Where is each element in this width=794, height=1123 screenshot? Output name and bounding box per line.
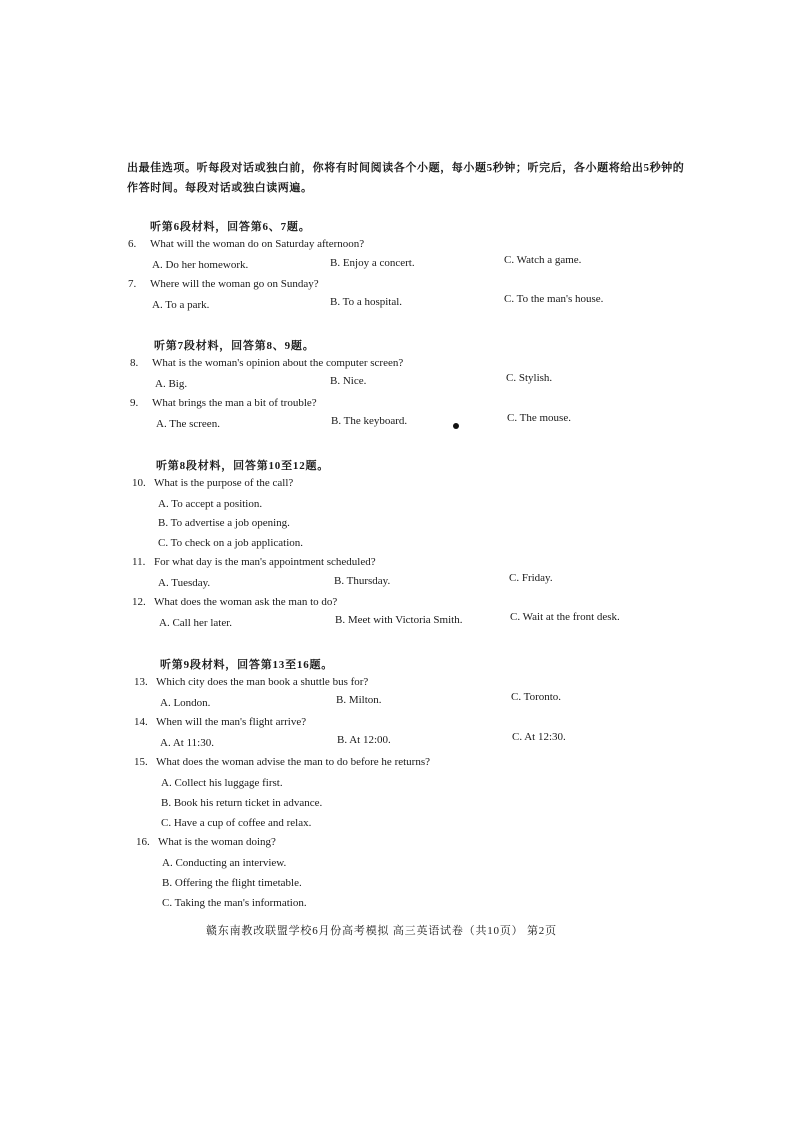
q8-option-a[interactable]: A. Big.: [155, 378, 188, 390]
q11-option-c[interactable]: C. Friday.: [509, 572, 553, 584]
q12-option-a[interactable]: A. Call her later.: [159, 617, 233, 629]
q10-option-c[interactable]: C. To check on a job application.: [158, 537, 304, 549]
q9-option-b[interactable]: B. The keyboard.: [331, 415, 408, 427]
q6-option-a[interactable]: A. Do her homework.: [152, 259, 249, 271]
section-instructions: 出最佳选项。听每段对话或独白前，你将有时间阅读各个小题，每小题5秒钟；听完后，各小题将给出5秒钟的作答时间。每段对话或独白读两遍。: [127, 162, 685, 194]
question-8: [130, 357, 403, 369]
q12-option-b[interactable]: B. Meet with Victoria Smith.: [335, 614, 463, 626]
section-heading-6: 听第6段材料，回答第6、7题。: [150, 221, 311, 233]
page-footer: 赣东南教改联盟学校6月份高考模拟 高三英语试卷（共10页） 第2页: [206, 925, 557, 937]
question-9: [130, 397, 317, 409]
q10-option-a[interactable]: A. To accept a position.: [158, 498, 263, 510]
question-number: 15.: [134, 756, 148, 768]
q14-option-b[interactable]: B. At 12:00.: [337, 734, 391, 746]
section-heading-9: 听第9段材料，回答第13至16题。: [160, 659, 334, 671]
question-text: What is the woman doing?: [158, 836, 276, 848]
q14-option-c[interactable]: C. At 12:30.: [512, 731, 566, 743]
question-number: 16.: [136, 836, 150, 848]
q8-option-c[interactable]: C. Stylish.: [506, 372, 553, 384]
question-number: 14.: [134, 716, 148, 728]
q15-option-a[interactable]: A. Collect his luggage first.: [161, 777, 283, 789]
q6-option-c[interactable]: C. Watch a game.: [504, 254, 582, 266]
q15-option-b[interactable]: B. Book his return ticket in advance.: [161, 797, 323, 809]
question-number: 8.: [130, 357, 139, 369]
q11-option-b[interactable]: B. Thursday.: [334, 575, 391, 587]
question-16: [136, 836, 276, 848]
q13-option-c[interactable]: C. Toronto.: [511, 691, 562, 703]
ink-mark: [453, 423, 459, 429]
question-10: [132, 477, 293, 489]
question-13: [134, 676, 368, 688]
question-text: When will the man's flight arrive?: [156, 716, 307, 728]
question-number: 9.: [130, 397, 139, 409]
q15-option-c[interactable]: C. Have a cup of coffee and relax.: [161, 817, 312, 829]
question-text: Which city does the man book a shuttle bus for?: [156, 676, 369, 688]
section-heading-8: 听第8段材料，回答第10至12题。: [156, 460, 330, 472]
question-6: [128, 238, 364, 250]
question-text: What does the woman advise the man to do before he returns?: [156, 756, 430, 768]
q8-option-b[interactable]: B. Nice.: [330, 375, 367, 387]
question-text: What brings the man a bit of trouble?: [152, 397, 317, 409]
question-number: 12.: [132, 596, 146, 608]
question-text: What is the purpose of the call?: [154, 477, 294, 489]
question-text: For what day is the man's appointment scheduled?: [154, 556, 376, 568]
q10-option-b[interactable]: B. To advertise a job opening.: [158, 517, 290, 529]
q9-option-c[interactable]: C. The mouse.: [507, 412, 571, 424]
q7-option-b[interactable]: B. To a hospital.: [330, 296, 403, 308]
q16-option-a[interactable]: A. Conducting an interview.: [162, 857, 287, 869]
question-text: What is the woman's opinion about the computer screen?: [152, 357, 404, 369]
question-text: What does the woman ask the man to do?: [154, 596, 338, 608]
q13-option-b[interactable]: B. Milton.: [336, 694, 382, 706]
q14-option-a[interactable]: A. At 11:30.: [160, 737, 214, 749]
question-number: 11.: [132, 556, 146, 568]
q7-option-c[interactable]: C. To the man's house.: [504, 293, 604, 305]
question-14: [134, 716, 306, 728]
question-text: What will the woman do on Saturday afternoon?: [150, 238, 365, 250]
question-number: 6.: [128, 238, 137, 250]
q9-option-a[interactable]: A. The screen.: [156, 418, 220, 430]
question-number: 10.: [132, 477, 146, 489]
q16-option-b[interactable]: B. Offering the flight timetable.: [162, 877, 302, 889]
q11-option-a[interactable]: A. Tuesday.: [158, 577, 211, 589]
q12-option-c[interactable]: C. Wait at the front desk.: [510, 611, 620, 623]
question-text: Where will the woman go on Sunday?: [150, 278, 319, 290]
q16-option-c[interactable]: C. Taking the man's information.: [162, 897, 307, 909]
question-12: [132, 596, 337, 608]
question-11: [132, 556, 376, 568]
section-heading-7: 听第7段材料，回答第8、9题。: [154, 340, 315, 352]
question-15: [134, 756, 430, 768]
q13-option-a[interactable]: A. London.: [160, 697, 211, 709]
question-number: 13.: [134, 676, 148, 688]
question-number: 7.: [128, 278, 137, 290]
q7-option-a[interactable]: A. To a park.: [152, 299, 210, 311]
question-7: [128, 278, 319, 290]
q6-option-b[interactable]: B. Enjoy a concert.: [330, 257, 415, 269]
